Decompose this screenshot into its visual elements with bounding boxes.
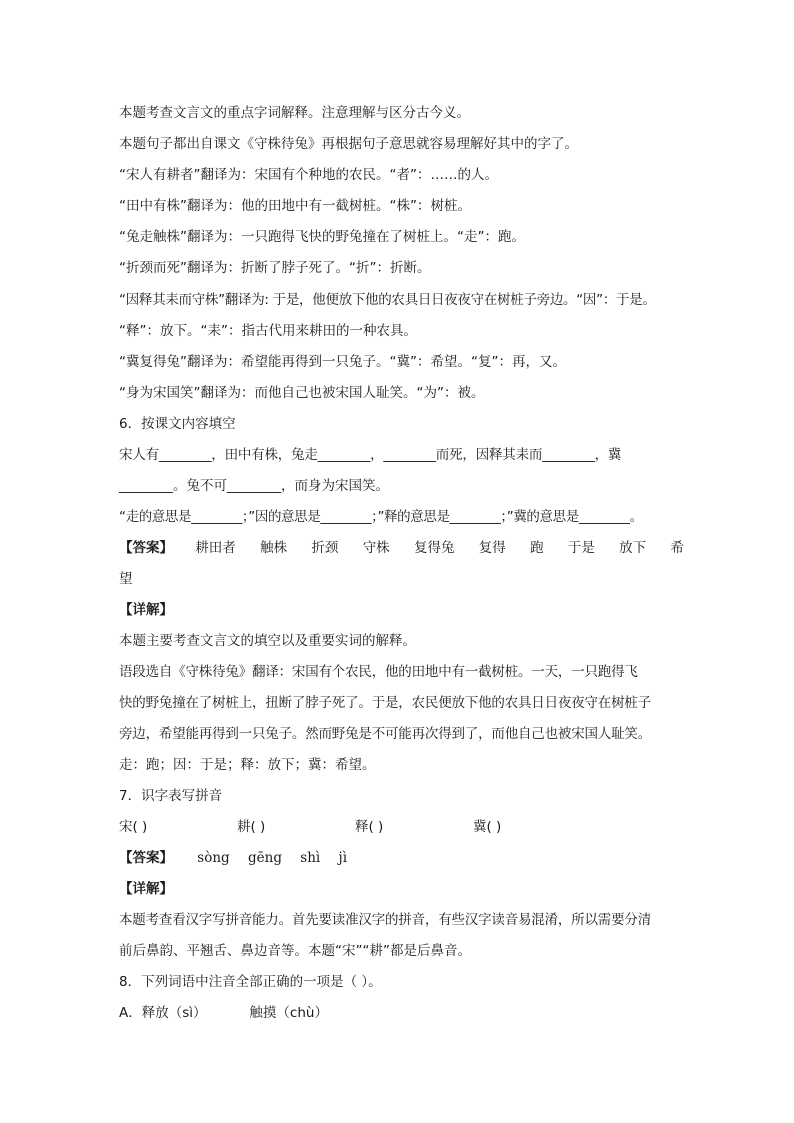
answer-item: 复得兔 [413,540,455,556]
question-6-fill-line: 宋人有________，田中有株，兔走________，________而死，因释其耒而________，冀 [119,447,622,463]
question-8-title: 8．下列词语中注音全部正确的一项是（ ）。 [119,974,382,990]
question-7-title: 7．识字表写拼音 [119,788,223,804]
text-line: “折颈而死”翻译为：折断了脖子死了。“折”：折断。 [119,260,431,276]
text-line: “身为宋国笑”翻译为：而他自己也被宋国人耻笑。“为”：被。 [119,385,485,401]
pinyin-answer: gēng [248,850,282,866]
answer-item: 耕田者 [195,540,236,556]
text-line: 本题句子都出自课文《守株待兔》再根据句子意思就容易理解好其中的字了。 [119,136,578,152]
text-line: “释”：放下。“耒”：指古代用来耕田的一种农具。 [119,323,417,339]
pinyin-cell: 宋( ) [119,819,148,835]
question-8-option-a: A．释放（sì） 触摸（chù） [119,1005,328,1021]
answer-item: 守株 [362,540,390,556]
detail-line: 旁边，希望能再得到一只兔子。然而野兔是不可能再次得到了，而他自己也被宋国人耻笑。 [119,726,651,742]
answer-item: 折颈 [311,540,339,556]
pinyin-cell: 耕( ) [237,819,266,835]
text-line: “冀复得兔”翻译为：希望能再得到一只兔子。“冀”：希望。“复”：再，又。 [119,354,566,370]
answer-item: 触株 [260,540,288,556]
question-6-title: 6．按课文内容填空 [119,416,236,432]
detail-line: 本题考查看汉字写拼音能力。首先要读准汉字的拼音，有些汉字读音易混淆，所以需要分清 [119,912,651,928]
detail-line: 前后鼻韵、平翘舌、鼻边音等。本题“宋”“耕”都是后鼻音。 [119,943,471,959]
pinyin-answer: jì [338,850,348,866]
answer-item: 放下 [619,540,647,556]
question-6-fill-line: ________。兔不可________，而身为宋国笑。 [119,478,389,494]
text-line: “兔走触株”翻译为：一只跑得飞快的野兔撞在了树桩上。“走”：跑。 [119,229,525,245]
answer-item: 跑 [530,540,544,556]
detail-line: 快的野兔撞在了树桩上，扭断了脖子死了。于是，农民便放下他的农具日日夜夜守在树桩子 [119,695,651,711]
answer-tag: 【答案】 [119,850,173,866]
answer-item: 希 [670,540,684,556]
answer-item: 复得 [478,540,506,556]
detail-tag: 【详解】 [119,602,173,618]
answer-item: 于是 [567,540,595,556]
answer-wrap: 望 [119,571,133,587]
text-line: “因释其耒而守株”翻译为: 于是，他便放下他的农具日日夜夜守在树桩子旁边。“因”：于是。 [119,292,656,308]
text-line: 本题考查文言文的重点字词解释。注意理解与区分古今义。 [119,105,470,121]
pinyin-answer: sòng [197,850,230,866]
question-7-answer [119,848,689,868]
detail-tag: 【详解】 [119,881,173,897]
pinyin-cell: 冀( ) [473,819,502,835]
question-6-answer [119,538,689,558]
pinyin-answer: shì [300,850,321,866]
question-6-fill-line: “走的意思是________；”因的意思是________；”释的意思是________；”冀的意思是________。 [119,509,643,525]
pinyin-cell: 释( ) [355,819,384,835]
answer-tag: 【答案】 [119,540,173,556]
detail-line: 走：跑；因：于是；释：放下；冀：希望。 [119,757,376,773]
detail-line: 本题主要考查文言文的填空以及重要实词的解释。 [119,633,416,649]
detail-line: 语段选自《守株待兔》翻译：宋国有个农民，他的田地中有一截树桩。一天，一只跑得飞 [119,664,638,680]
text-line: “宋人有耕者”翻译为：宋国有个种地的农民。“者”：……的人。 [119,167,498,183]
text-line: “田中有株”翻译为：他的田地中有一截树桩。“株”：树桩。 [119,198,471,214]
